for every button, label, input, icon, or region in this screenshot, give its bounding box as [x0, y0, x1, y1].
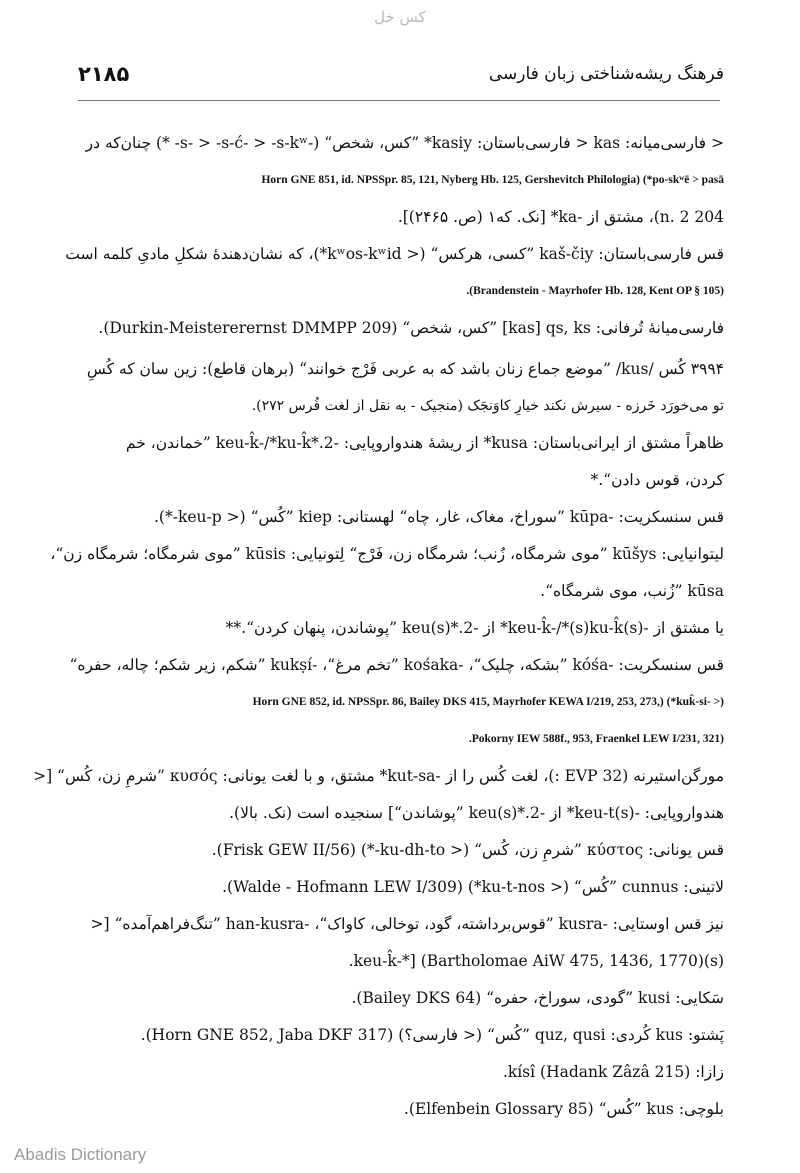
text-line: ظاهراً مشتق از ایرانی‌باستان: kusa* از ریشهٔ هندواروپایی: -2.*keu-k̂-/*ku-k̂ ”خماندن، خم: [125, 434, 724, 452]
text-line: لیتوانیایی: kūšys ”موی شرمگاه، زُنب؛ شرمگاه زن، فَرْج“ لِتونیایی: kūsis ”موی شرمگاه؛ شرمگاه زن“،: [50, 545, 724, 563]
text-line: نیز قس اوستایی: -kusra ”قوس‌برداشته، گود، توخالی، کاواک“، -han-kusra ”تنگ‌فراهم‌آمده“ [<: [90, 915, 724, 933]
text-line: هندواروپایی: -(s)keu-t* از -2.*(s)keu ”پوشاندن“] سنجیده است (نک. بالا).: [229, 804, 724, 822]
text-line: مورگن‌استیرنه (EVP 32 :)، لغت کُس را از -kut-sa* مشتق، و با لغت یونانی: κυσός ”شرمِ زن، کُس“ [<: [33, 767, 724, 785]
entry-headword-line: ۳۹۹۴ کُس /kus/ ”موضع جماع زنان باشد که به عربی فَرْج خوانند“ (برهان قاطع): زین سان که کُسِ: [86, 360, 724, 378]
text-line: بلوچی: kus ”کُس“ (Elfenbein Glossary 85).: [403, 1100, 724, 1118]
text-line: سَکایی: kusi ”گودی، سوراخ، حفره“ (Bailey DKS 64).: [351, 989, 724, 1007]
entry-body: [33, 126, 724, 1129]
text-line: (s)keu-k̂-*] (Bartholomae AiW 475, 1436, 1770).: [348, 952, 724, 970]
reference-line: (Pokorny IEW 588f., 953, Fraenkel LEW I/231, 321.: [468, 733, 724, 745]
text-line: قس یونانی: κύστος ”شرمِ زن، کُس“ (< ku-dh-to-*) (Frisk GEW II/56).: [211, 841, 724, 859]
page-number: ۲۱۸۵: [78, 62, 130, 86]
text-line: پَشتو: kus کُردی: quz, qusi ”کُس“ (< فارسی؟) (Horn GNE 852, Jaba DKF 317).: [140, 1026, 724, 1044]
text-line: فارسی‌میانهٔ تُرفانی: kas] qs, ks] ”کس، شخص“ (Durkin-Meistererernst DMMPP 209).: [98, 319, 724, 337]
text-line: < فارسی‌میانه: kas < فارسی‌باستان: kasiy* ”کس، شخص“ (-s- > -s-ć- > -s-kʷ- *) چنان‌که در: [85, 134, 724, 152]
reference-line: Horn GNE 851, id. NPSSpr. 85, 121, Nyberg Hb. 125, Gershevitch Philologia) (*po-skʷē > pasā: [261, 174, 724, 186]
text-line: قس فارسی‌باستان: kaš-čiy ”کسی، هرکس“ (< kʷos-kʷid*)، که نشان‌دهندهٔ شکلِ مادیِ کلمه است: [65, 245, 724, 263]
text-line: یا مشتق از -(s)keu-k̂-/*(s)ku-k̂* از -2.*(s)keu ”پوشاندن، پنهان کردن“.**: [225, 619, 724, 637]
text-line: 204 n. 2)، مشتق از -ka* [نک. که۱ (ص. ۲۴۶۵)].: [397, 208, 724, 226]
text-line: قس سنسکریت: -kóśa ”بشکه، چلیک“، -kośaka ”تخم مرغ“، -kukṣí ”شکم، زیر شکم؛ چاله، حفره“: [69, 656, 724, 674]
header-divider: [78, 100, 720, 101]
text-line: تو می‌خورَد خَرزه - سیرش نکند خیارِ کاوَنجَک (منجیک - به نقل از لغت فُرس ۲۷۲).: [251, 398, 724, 414]
text-line: کردن، قوس دادن“.*: [590, 471, 724, 489]
reference-line: Horn GNE 852, id. NPSSpr. 86, Bailey DKS 415, Mayrhofer KEWA I/219, 253, 273,) (*kuk̂-si- >): [252, 696, 724, 708]
text-line: لاتینی: cunnus ”کُس“ (< ku-t-nos*) (Walde - Hofmann LEW I/309).: [222, 878, 724, 896]
book-title: فرهنگ ریشه‌شناختی زبان فارسی: [488, 64, 724, 84]
footer-watermark: Abadis Dictionary: [14, 1145, 147, 1164]
text-line: زازا: kísî (Hadank Zâzâ 215).: [502, 1063, 724, 1081]
watermark-title: کس خل: [374, 8, 426, 26]
reference-line: (Brandenstein - Mayrhofer Hb. 128, Kent OP § 105).: [466, 285, 724, 297]
text-line: قس سنسکریت: -kūpa ”سوراخ، مغاک، غار، چاه“ لهستانی: kiep ”کُس“ (< keu-p-*).: [154, 508, 724, 526]
text-line: kūsa ”زُنب، موی شرمگاه“.: [540, 582, 724, 600]
